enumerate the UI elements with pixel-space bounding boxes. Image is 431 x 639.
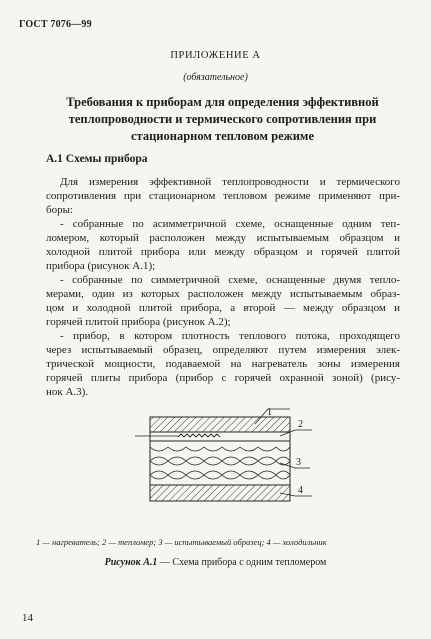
body-line: - прибор, в котором плотность теплового потока, проходящего <box>60 330 400 342</box>
body-line: - собранные по симметричной схеме, оснащенные двумя тепло- <box>60 274 400 286</box>
title-line: Требования к приборам для определения эффективной <box>66 95 379 109</box>
body-line: цом и холодной плитой прибора, а второй — между образцом и <box>46 302 400 314</box>
body-line: Для измерения эффективной теплопроводности и термического <box>60 176 400 188</box>
callout-label: 1 <box>267 407 272 418</box>
body-line: боры: <box>46 204 74 216</box>
heater-plate <box>150 417 290 432</box>
figure-caption <box>0 557 431 568</box>
page-number: 14 <box>22 612 33 624</box>
body-line: через испытываемый образец, определяют путем измерения элек- <box>46 344 400 356</box>
appendix-title <box>30 94 415 145</box>
callout-label: 2 <box>298 419 303 430</box>
body-line: горячей плитой прибора (рисунок А.2); <box>46 316 231 328</box>
cooler-plate <box>150 485 290 501</box>
document-code: ГОСТ 7076—99 <box>19 19 92 30</box>
caption-label: Рисунок А.1 <box>104 557 158 568</box>
appendix-label: ПРИЛОЖЕНИЕ А <box>170 50 261 61</box>
callout-label: 3 <box>296 457 301 468</box>
body-line: мерами, один из которых расположен между испытываемым образ- <box>46 288 400 300</box>
caption-text: — Схема прибора с одним тепломером <box>157 557 327 568</box>
body-line: - собранные по асимметричной схеме, оснащенные одним теп- <box>60 218 400 230</box>
title-line: стационарном тепловом режиме <box>131 129 314 143</box>
body-line: горячей плиты прибора (прибор с горячей охранной зоной) (рису- <box>46 372 400 384</box>
section-heading: А.1 Схемы прибора <box>46 153 148 165</box>
body-line: ломером, который расположен между испытываемым образцом и <box>46 232 400 244</box>
body-line: трической мощности, подаваемой на нагреватель зоны измерения <box>46 358 400 370</box>
body-line: прибора (рисунок А.1); <box>46 260 156 272</box>
appendix-status: (обязательное) <box>183 72 248 83</box>
figure-legend: 1 — нагреватель; 2 — тепломер; 3 — испытываемый образец; 4 — холодильник <box>36 537 327 547</box>
body-line: холодной плитой прибора или между образцом и горячей плитой <box>46 246 400 258</box>
body-line: нок А.3). <box>46 386 89 398</box>
callout-label: 4 <box>298 485 303 496</box>
apparatus-diagram <box>130 405 330 525</box>
title-line: теплопроводности и термического сопротивления при <box>68 112 377 126</box>
body-line: сопротивления при стационарном тепловом режиме применяют при- <box>46 190 400 202</box>
